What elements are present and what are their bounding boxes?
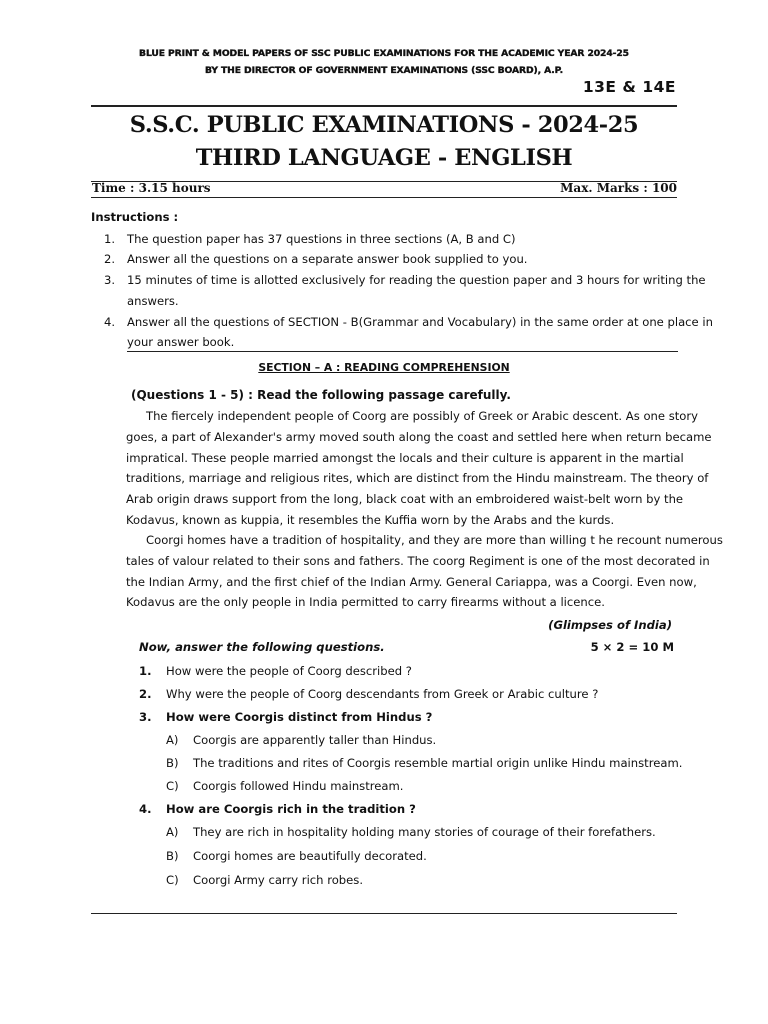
passage-line: The fiercely independent people of Coorg are possibly of Greek or Arabic descent. As one story (146, 409, 699, 423)
passage-line: Arab origin draws support from the long, black coat with an embroidered waist-belt worn by the (126, 492, 684, 506)
answer-prompt: Now, answer the following questions. (139, 640, 385, 654)
instructions-heading: Instructions : (91, 210, 179, 224)
passage-instruction: (Questions 1 - 5) : Read the following passage carefully. (131, 388, 511, 402)
passage-line: Coorgi homes have a tradition of hospitality, and they are more than willing t he recount numerous (146, 533, 723, 547)
footer-rule (91, 913, 677, 914)
marks-scheme: 5 × 2 = 10 M (590, 640, 674, 654)
passage-line: Kodavus, known as kuppia, it resembles the Kuffia worn by the Arabs and the kurds. (126, 513, 615, 527)
exam-page: BLUE PRINT & MODEL PAPERS OF SSC PUBLIC EXAMINATIONS FOR THE ACADEMIC YEAR 2024-25 BY THE DIRECTOR OF GOVERNMENT EXAMINATIONS (SSC BOARD), A.P. 13E & 14E S.S.C. PUBLIC EXAMINATIONS - 2024-25 THIRD LANGUAGE - ENGLISH Time : 3.15 hours Max. Marks : 100 Instructions : 1. The question paper has 37 questions in three sections (A, B and C) 2. Answer all the questions on a separate answer book supplied to you. 3. 15 minutes of time is allotted exclusively for reading the question paper and 3 hours for writing the answers. 4. Answer all the questions of SECTION - B(Grammar and Vocabulary) in the same order at one place in your answer book. SECTION – A : READING COMPREHENSION (Questions 1 - 5) : Read the following passage carefully. The fiercely independent people of Coorg are possibly of Greek or Arabic descent. As one story goes, a part of Alexander's army moved south along the coast and settled here when return became impratical. These people married amongst the locals and their culture is apparent in the martial traditions, marriage and religious rites, which are distinct from the Hindu mainstream. The theory of Arab origin draws support from the long, black coat with an embroidered waist-belt worn by the Kodavus, known as kuppia, it resembles the Kuffia worn by the Arabs and the kurds. Coorgi homes have a tradition of hospitality, and they are more than willing t he recount numerous tales of valour related to their sons and fathers. The coorg Regiment is one of the most decorated in the Indian Army, and the first chief of the Indian Army. General Cariappa, was a Coorgi. Even now, Kodavus are the only people in India permitted to carry firearms without a licence. (Glimpses of India) Now, answer the following questions. 5 × 2 = 10 M 1. How were the people of Coorg described ? 2. Why were the people of Coorg descendants from Greek or Arabic culture ? 3. How were Coorgis distinct from Hindus ? A) Coorgis are apparently taller than Hindus. B) The traditions and rites of Coorgis resemble martial origin unlike Hindu mainstream. C) Coorgis followed Hindu mainstream. 4. How are Coorgis rich in the tradition ? A) They are rich in hospitality holding many stories of courage of their forefathers. B) Coorgi homes are beautifully decorated. C) Coorgi Army carry rich robes. (0, 0, 768, 1024)
header-line-1: BLUE PRINT & MODEL PAPERS OF SSC PUBLIC EXAMINATIONS FOR THE ACADEMIC YEAR 2024-25 (139, 48, 629, 59)
meta-bottom-rule (91, 197, 677, 198)
passage-source: (Glimpses of India) (548, 618, 672, 632)
instructions-rule (127, 351, 678, 352)
passage-line: tales of valour related to their sons and fathers. The coorg Regiment is one of the most decorated in (126, 554, 710, 568)
time-label: Time : 3.15 hours (92, 181, 211, 195)
passage-line: impratical. These people married amongst the locals and their culture is apparent in the martial (126, 451, 684, 465)
blueprint-header (60, 45, 708, 79)
paper-code: 13E & 14E (582, 78, 676, 96)
passage-line: the Indian Army, and the first chief of the Indian Army. General Cariappa, was a Coorgi. Even now, (126, 575, 697, 589)
max-marks-label: Max. Marks : 100 (560, 181, 677, 195)
subject-title: THIRD LANGUAGE - ENGLISH (195, 145, 573, 171)
passage-line: goes, a part of Alexander's army moved south along the coast and settled here when return became (126, 430, 712, 444)
header-line-2: BY THE DIRECTOR OF GOVERNMENT EXAMINATIONS (SSC BOARD), A.P. (204, 65, 564, 76)
passage-line: traditions, marriage and religious rites, which are distinct from the Hindu mainstream. The theory of (126, 471, 709, 485)
passage-line: Kodavus are the only people in India permitted to carry firearms without a licence. (126, 595, 605, 609)
section-a-heading: SECTION – A : READING COMPREHENSION (258, 361, 510, 374)
header-divider (91, 105, 677, 107)
exam-title: S.S.C. PUBLIC EXAMINATIONS - 2024-25 (129, 112, 639, 138)
